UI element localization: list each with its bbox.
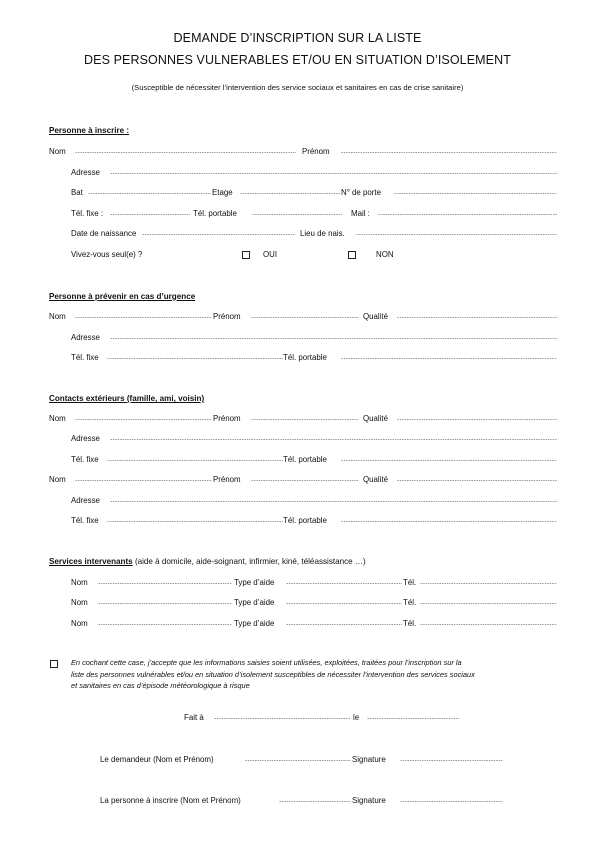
demandeur-label: Le demandeur (Nom et Prénom) xyxy=(100,755,214,764)
etage-label: Etage xyxy=(212,188,233,197)
type-aide-field[interactable] xyxy=(286,619,402,625)
person-address-row xyxy=(0,168,595,178)
demandeur-signature-field[interactable] xyxy=(400,755,503,761)
lieu-naissance-field[interactable] xyxy=(356,229,557,235)
nom-field[interactable] xyxy=(75,312,212,318)
consent-text xyxy=(71,657,475,692)
person-building-row xyxy=(0,188,595,198)
demandeur-name-field[interactable] xyxy=(245,755,351,761)
qualite-field[interactable] xyxy=(397,475,557,481)
person-name-row xyxy=(0,147,595,157)
tel-label: Tél. xyxy=(403,578,417,587)
emergency-address-row xyxy=(0,333,595,343)
vivez-seul-label: Vivez-vous seul(e) ? xyxy=(71,250,143,259)
service-row xyxy=(0,598,595,608)
form-title-line2: DES PERSONNES VULNERABLES ET/OU EN SITUATION D’ISOLEMENT xyxy=(84,53,511,67)
prenom-label: Prénom xyxy=(213,312,241,321)
person-birth-row xyxy=(0,229,595,239)
tel-fixe-label: Tél. fixe xyxy=(71,455,99,464)
person-phone-row xyxy=(0,209,595,219)
form-title-line1: DEMANDE D’INSCRIPTION SUR LA LISTE xyxy=(173,31,422,45)
prenom-field[interactable] xyxy=(341,147,557,153)
nom-field[interactable] xyxy=(98,619,232,625)
qualite-field[interactable] xyxy=(397,414,557,420)
services-heading-note: (aide à domicile, aide-soignant, infirmier, kiné, téléassistance …) xyxy=(134,557,366,566)
nom-field[interactable] xyxy=(75,414,212,420)
section-heading-services xyxy=(49,557,366,566)
nom-field[interactable] xyxy=(98,598,232,604)
form-subtitle: (Susceptible de nécessiter l’intervention des service sociaux et sanitaires en cas de crise sanitaire) xyxy=(131,83,464,92)
nom-label: Nom xyxy=(49,147,66,156)
contact2-address-row xyxy=(0,496,595,506)
qualite-label: Qualité xyxy=(363,475,389,484)
mail-field[interactable] xyxy=(378,209,557,215)
date-field[interactable] xyxy=(367,713,459,719)
tel-fixe-field[interactable] xyxy=(107,353,283,359)
etage-field[interactable] xyxy=(240,188,340,194)
consent-line: liste des personnes vulnérables et/ou en situation d’isolement susceptibles de nécessiter l’intervention des services sociaux xyxy=(71,669,475,679)
non-label: NON xyxy=(376,250,394,259)
prenom-label: Prénom xyxy=(302,147,330,156)
adresse-field[interactable] xyxy=(110,434,557,440)
porte-field[interactable] xyxy=(394,188,557,194)
adresse-label: Adresse xyxy=(71,333,100,342)
signature-label: Signature xyxy=(352,796,386,805)
adresse-field[interactable] xyxy=(110,496,557,502)
oui-checkbox[interactable] xyxy=(242,251,250,259)
tel-portable-label: Tél. portable xyxy=(193,209,237,218)
date-naissance-label: Date de naissance xyxy=(71,229,137,238)
consent-line: En cochant cette case, j’accepte que les informations saisies soient utilisées, exploitées, traitées pour l’inscription sur la xyxy=(71,658,462,667)
type-aide-field[interactable] xyxy=(286,598,402,604)
date-naissance-field[interactable] xyxy=(142,229,295,235)
porte-label: N° de porte xyxy=(341,188,382,197)
tel-fixe-label: Tél. fixe xyxy=(71,516,99,525)
personne-row xyxy=(0,796,595,806)
nom-label: Nom xyxy=(49,414,66,423)
tel-portable-label: Tél. portable xyxy=(283,516,327,525)
tel-fixe-label: Tél. fixe xyxy=(71,353,99,362)
non-checkbox[interactable] xyxy=(348,251,356,259)
contact1-name-row xyxy=(0,414,595,424)
prenom-field[interactable] xyxy=(251,414,359,420)
section-heading-contacts: Contacts extérieurs (famille, ami, voisin) xyxy=(49,394,205,403)
mail-label: Mail : xyxy=(351,209,370,218)
tel-fixe-field[interactable] xyxy=(110,209,190,215)
nom-field[interactable] xyxy=(75,475,212,481)
adresse-label: Adresse xyxy=(71,496,100,505)
oui-label: OUI xyxy=(263,250,278,259)
nom-label: Nom xyxy=(71,619,88,628)
type-aide-label: Type d’aide xyxy=(234,619,275,628)
nom-label: Nom xyxy=(71,598,88,607)
personne-label: La personne à inscrire (Nom et Prénom) xyxy=(100,796,241,805)
adresse-field[interactable] xyxy=(110,168,557,174)
service-row xyxy=(0,578,595,588)
le-label: le xyxy=(353,713,360,722)
bat-label: Bat xyxy=(71,188,83,197)
bat-field[interactable] xyxy=(88,188,211,194)
contact2-name-row xyxy=(0,475,595,485)
section-heading-person: Personne à inscrire : xyxy=(49,126,130,135)
section-heading-emergency: Personne à prévenir en cas d’urgence xyxy=(49,292,196,301)
prenom-field[interactable] xyxy=(251,312,359,318)
contact1-phone-row xyxy=(0,455,595,465)
emergency-phone-row xyxy=(0,353,595,363)
tel-portable-field[interactable] xyxy=(252,209,342,215)
nom-label: Nom xyxy=(49,312,66,321)
type-aide-label: Type d’aide xyxy=(234,578,275,587)
service-row xyxy=(0,619,595,629)
tel-portable-field[interactable] xyxy=(341,353,557,359)
tel-fixe-label: Tél. fixe : xyxy=(71,209,104,218)
services-heading-label: Services intervenants xyxy=(49,557,133,566)
prenom-label: Prénom xyxy=(213,414,241,423)
nom-label: Nom xyxy=(49,475,66,484)
type-aide-field[interactable] xyxy=(286,578,402,584)
adresse-label: Adresse xyxy=(71,434,100,443)
tel-field[interactable] xyxy=(420,598,557,604)
person-alone-row xyxy=(0,250,595,260)
tel-portable-field[interactable] xyxy=(341,455,557,461)
tel-portable-label: Tél. portable xyxy=(283,455,327,464)
adresse-field[interactable] xyxy=(110,333,557,339)
prenom-label: Prénom xyxy=(213,475,241,484)
nom-label: Nom xyxy=(71,578,88,587)
qualite-label: Qualité xyxy=(363,312,389,321)
tel-field[interactable] xyxy=(420,619,557,625)
fait-a-label: Fait à xyxy=(184,713,204,722)
tel-portable-field[interactable] xyxy=(341,516,557,522)
contact1-address-row xyxy=(0,434,595,444)
fait-a-field[interactable] xyxy=(214,713,351,719)
tel-label: Tél. xyxy=(403,598,417,607)
tel-portable-label: Tél. portable xyxy=(283,353,327,362)
tel-fixe-field[interactable] xyxy=(107,516,283,522)
qualite-field[interactable] xyxy=(397,312,557,318)
consent-line: et sanitaires en cas d’épisode météorologique à risque xyxy=(71,681,250,690)
personne-name-field[interactable] xyxy=(279,796,351,802)
emergency-name-row xyxy=(0,312,595,322)
fait-a-row xyxy=(0,713,595,723)
personne-signature-field[interactable] xyxy=(400,796,503,802)
type-aide-label: Type d’aide xyxy=(234,598,275,607)
demandeur-row xyxy=(0,755,595,765)
tel-label: Tél. xyxy=(403,619,417,628)
signature-label: Signature xyxy=(352,755,386,764)
nom-field[interactable] xyxy=(98,578,232,584)
nom-field[interactable] xyxy=(75,147,296,153)
qualite-label: Qualité xyxy=(363,414,389,423)
adresse-label: Adresse xyxy=(71,168,100,177)
prenom-field[interactable] xyxy=(251,475,359,481)
lieu-naissance-label: Lieu de nais. xyxy=(300,229,345,238)
tel-field[interactable] xyxy=(420,578,557,584)
contact2-phone-row xyxy=(0,516,595,526)
consent-checkbox[interactable] xyxy=(50,660,58,668)
tel-fixe-field[interactable] xyxy=(107,455,283,461)
